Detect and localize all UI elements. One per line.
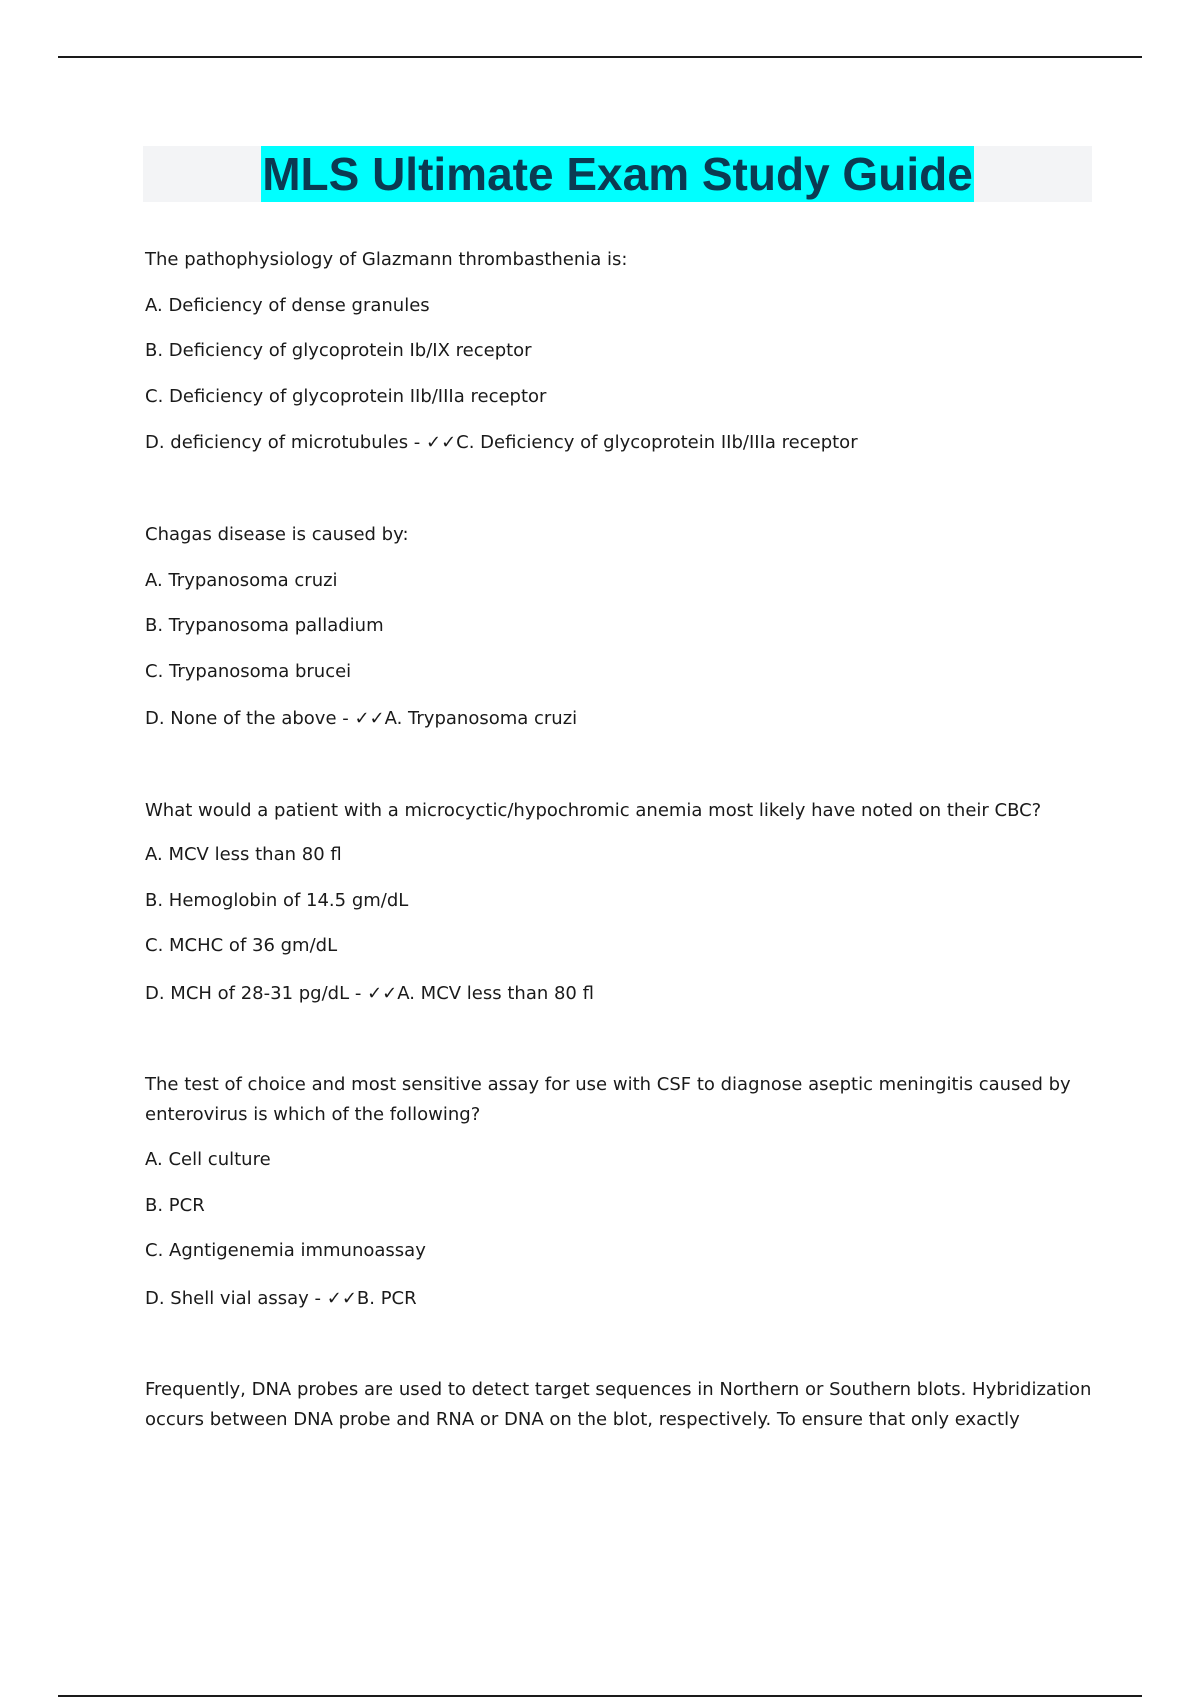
question-1-option-d-answer: D. deficiency of microtubules - ✓✓C. Deficiency of glycoprotein IIb/IIIa receptor	[145, 432, 858, 453]
question-4-option-d-answer: D. Shell vial assay - ✓✓B. PCR	[145, 1288, 417, 1309]
question-5-prompt-line-2: occurs between DNA probe and RNA or DNA on the blot, respectively. To ensure that only exactly	[145, 1409, 1020, 1430]
footer-rule	[58, 1695, 1142, 1697]
question-2-option-b: B. Trypanosoma palladium	[145, 615, 384, 636]
question-2-option-d-answer: D. None of the above - ✓✓A. Trypanosoma cruzi	[145, 708, 578, 729]
question-3-prompt: What would a patient with a microcyctic/hypochromic anemia most likely have noted on their CBC?	[145, 800, 1042, 821]
question-3-option-a: A. MCV less than 80 fl	[145, 844, 342, 865]
question-5-prompt-line-1: Frequently, DNA probes are used to detect target sequences in Northern or Southern blots. Hybridization	[145, 1379, 1092, 1400]
question-1-option-c: C. Deficiency of glycoprotein IIb/IIIa receptor	[145, 386, 547, 407]
question-3-option-c: C. MCHC of 36 gm/dL	[145, 935, 338, 956]
question-2-option-c: C. Trypanosoma brucei	[145, 661, 352, 682]
question-4-option-a: A. Cell culture	[145, 1149, 271, 1170]
question-3-option-b: B. Hemoglobin of 14.5 gm/dL	[145, 890, 409, 911]
question-1-prompt: The pathophysiology of Glazmann thrombasthenia is:	[145, 249, 628, 270]
document-title: MLS Ultimate Exam Study Guide	[262, 148, 973, 200]
question-3-option-d-answer: D. MCH of 28-31 pg/dL - ✓✓A. MCV less than 80 fl	[145, 983, 594, 1004]
question-1-option-b: B. Deficiency of glycoprotein Ib/IX receptor	[145, 340, 532, 361]
question-4-prompt-line-2: enterovirus is which of the following?	[145, 1104, 481, 1125]
question-2-option-a: A. Trypanosoma cruzi	[145, 570, 338, 591]
title-banner	[143, 146, 1092, 202]
question-4-option-c: C. Agntigenemia immunoassay	[145, 1240, 426, 1261]
question-1-option-a: A. Deficiency of dense granules	[145, 295, 430, 316]
question-2-prompt: Chagas disease is caused by:	[145, 524, 409, 545]
header-rule	[58, 56, 1142, 58]
question-4-prompt-line-1: The test of choice and most sensitive assay for use with CSF to diagnose aseptic meningitis caused by	[145, 1074, 1071, 1095]
question-4-option-b: B. PCR	[145, 1195, 205, 1216]
